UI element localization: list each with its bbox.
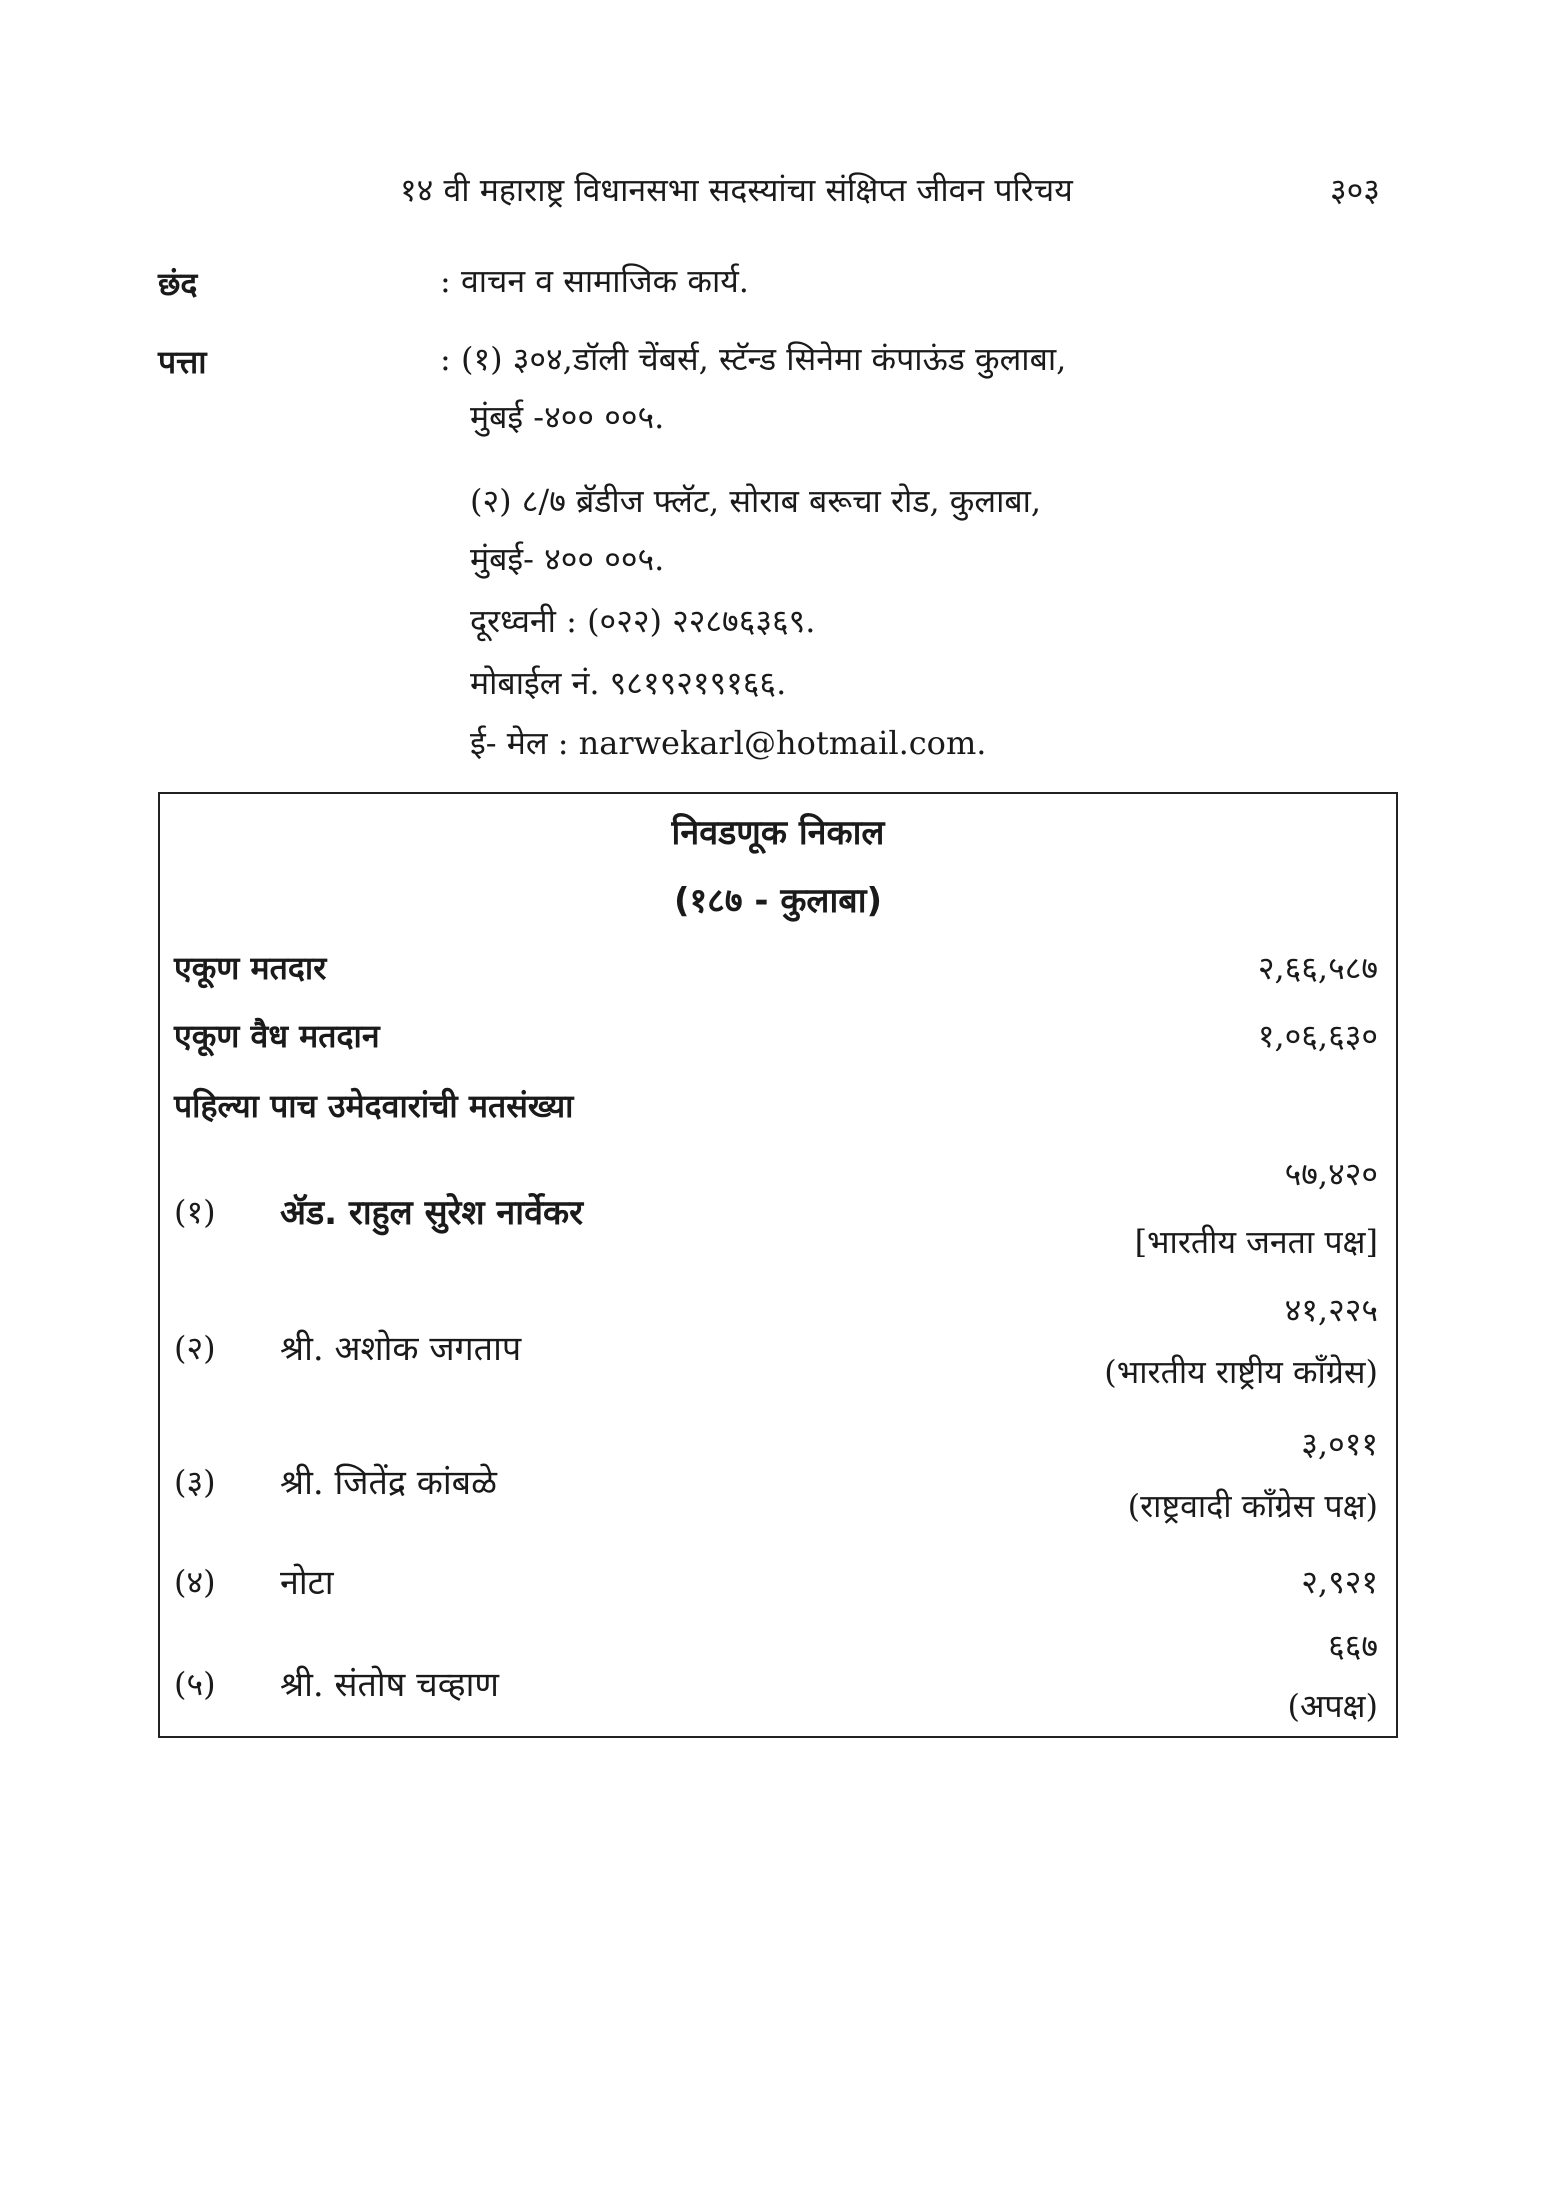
address-1-line2: मुंबई -४०० ००५. bbox=[470, 398, 665, 436]
election-results-box bbox=[158, 792, 1398, 1738]
valid-votes-value: १,०६,६३० bbox=[1257, 1017, 1378, 1055]
candidate-votes: ४१,२२५ bbox=[1284, 1291, 1378, 1329]
page-header-title: १४ वी महाराष्ट्र विधानसभा सदस्यांचा संक्षिप्त जीवन परिचय bbox=[400, 171, 1073, 209]
phone-number: दूरध्वनी : (०२२) २२८७६३६९. bbox=[470, 602, 816, 640]
candidate-number: (४) bbox=[174, 1563, 216, 1601]
candidate-name: श्री. संतोष चव्हाण bbox=[280, 1665, 499, 1705]
email-address: ई- मेल : narwekarl@hotmail.com. bbox=[470, 724, 987, 762]
total-voters-label: एकूण मतदार bbox=[174, 949, 327, 987]
address-2-line1: (२) ८/७ ब्रॅडीज फ्लॅट, सोराब बरूचा रोड, कुलाबा, bbox=[470, 482, 1042, 520]
candidate-party: (अपक्ष) bbox=[1287, 1687, 1378, 1725]
hobby-value: : वाचन व सामाजिक कार्य. bbox=[440, 262, 749, 300]
candidate-number: (५) bbox=[174, 1665, 216, 1703]
candidate-votes: ६६७ bbox=[1328, 1627, 1378, 1665]
candidate-name: नोटा bbox=[280, 1563, 334, 1603]
total-voters-value: २,६६,५८७ bbox=[1257, 949, 1378, 987]
candidate-number: (१) bbox=[174, 1193, 216, 1231]
mobile-number: मोबाईल नं. ९८१९२१९१६६. bbox=[470, 664, 787, 702]
hobby-label: छंद bbox=[158, 265, 198, 303]
candidate-votes: ५७,४२० bbox=[1284, 1155, 1378, 1193]
candidate-name: ॲड. राहुल सुरेश नार्वेकर bbox=[280, 1193, 584, 1233]
candidate-party: (राष्ट्रवादी कॉंग्रेस पक्ष) bbox=[1127, 1487, 1378, 1525]
top-five-label: पहिल्या पाच उमेदवारांची मतसंख्या bbox=[174, 1087, 574, 1125]
candidate-number: (३) bbox=[174, 1463, 216, 1501]
address-label: पत्ता bbox=[158, 343, 207, 381]
candidate-votes: ३,०११ bbox=[1301, 1425, 1378, 1463]
candidate-party: (भारतीय राष्ट्रीय कॉंग्रेस) bbox=[1104, 1353, 1378, 1391]
candidate-party: [भारतीय जनता पक्ष] bbox=[1134, 1223, 1378, 1261]
page-number: ३०३ bbox=[1330, 171, 1380, 209]
candidate-name: श्री. जितेंद्र कांबळे bbox=[280, 1463, 497, 1503]
results-title: निवडणूक निकाल bbox=[671, 813, 885, 853]
address-2-line2: मुंबई- ४०० ००५. bbox=[470, 540, 665, 578]
valid-votes-label: एकूण वैध मतदान bbox=[174, 1017, 380, 1055]
candidate-name: श्री. अशोक जगताप bbox=[280, 1329, 522, 1369]
constituency-label: (१८७ - कुलाबा) bbox=[673, 881, 883, 921]
address-1-line1: : (१) ३०४,डॉली चेंबर्स, स्टॅन्ड सिनेमा कंपाऊंड कुलाबा, bbox=[440, 340, 1067, 378]
candidate-number: (२) bbox=[174, 1329, 216, 1367]
candidate-votes: २,९२१ bbox=[1301, 1563, 1378, 1601]
